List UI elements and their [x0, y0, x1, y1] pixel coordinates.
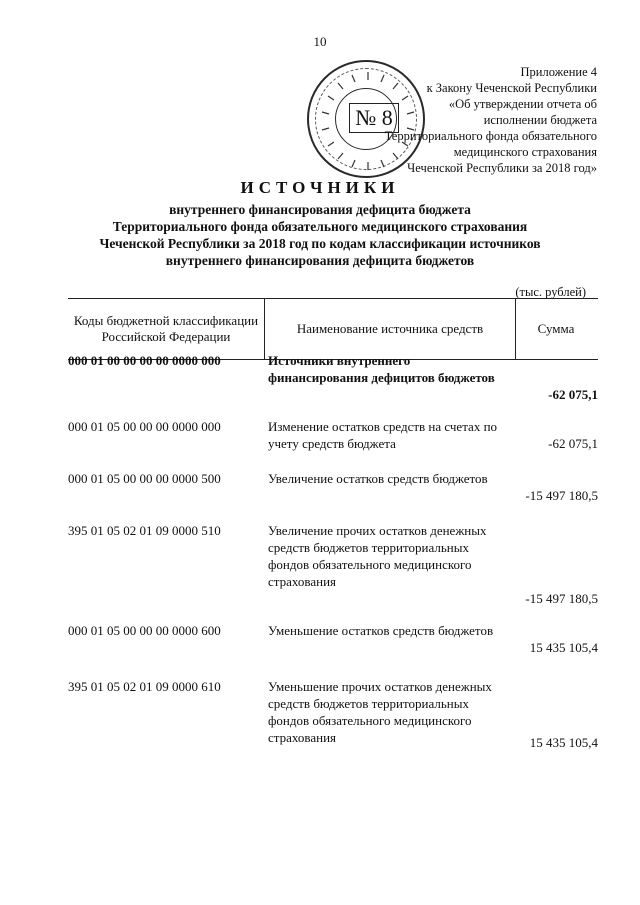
appendix-line: «Об утверждении отчета об	[448, 97, 597, 111]
header-name: Наименование источника средств	[264, 299, 516, 359]
row-name: Уменьшение остатков средств бюджетов	[268, 623, 494, 638]
row-code: 395 01 05 02 01 09 0000 510	[68, 523, 221, 538]
row-amount: 15 435 105,4	[529, 640, 598, 655]
row-amount: -15 497 180,5	[525, 591, 598, 606]
page-number: 10	[313, 34, 327, 49]
row-name: Источники внутреннего финансирования дефицитов бюджетов	[268, 353, 495, 385]
row-name: Уменьшение прочих остатков денежных средств бюджетов территориальных фондов обязательного медицинского страхования	[268, 679, 492, 745]
subtitle-line: Территориального фонда обязательного медицинского страхования	[112, 219, 528, 234]
appendix-line: медицинского страхования	[453, 145, 597, 159]
row-amount: -62 075,1	[548, 387, 598, 402]
subtitle-line: Чеченской Республики за 2018 год по кодам классификации источников	[99, 236, 541, 251]
row-code: 000 01 05 00 00 00 0000 500	[68, 471, 221, 486]
subtitle-line: внутреннего финансирования дефицита бюджета	[169, 202, 471, 217]
document-title: ИСТОЧНИКИ	[240, 178, 400, 197]
subtitle-line: внутреннего финансирования дефицита бюджетов	[165, 253, 475, 268]
appendix-line: к Закону Чеченской Республики	[426, 81, 597, 95]
row-code: 000 01 05 00 00 00 0000 000	[68, 419, 221, 434]
row-name: Увеличение остатков средств бюджетов	[268, 471, 488, 486]
appendix-line: Приложение 4	[520, 65, 597, 79]
seal-number-box: № 8	[349, 103, 399, 133]
appendix-line: Чеченской Республики за 2018 год»	[407, 161, 597, 175]
row-code: 000 01 00 00 00 00 0000 000	[68, 353, 221, 368]
units-label: (тыс. рублей)	[515, 285, 586, 299]
row-name: Изменение остатков средств на счетах по учету средств бюджета	[268, 419, 498, 451]
row-code: 395 01 05 02 01 09 0000 610	[68, 679, 221, 694]
row-amount: -62 075,1	[548, 436, 598, 451]
appendix-line: Территориального фонда обязательного	[384, 129, 597, 143]
table-header	[68, 298, 598, 360]
row-code: 000 01 05 00 00 00 0000 600	[68, 623, 221, 638]
header-amount: Сумма	[537, 321, 575, 336]
appendix-line: исполнении бюджета	[483, 113, 597, 127]
row-amount: 15 435 105,4	[529, 735, 598, 750]
sources-table	[68, 298, 598, 750]
document-subtitle	[0, 201, 640, 269]
row-amount: -15 497 180,5	[525, 488, 598, 503]
header-code: Коды бюджетной классификации Российской Федерации	[73, 313, 259, 344]
appendix-block	[357, 64, 597, 176]
row-name: Увеличение прочих остатков денежных средств бюджетов территориальных фондов обязательного медицинского страхования	[268, 523, 487, 589]
